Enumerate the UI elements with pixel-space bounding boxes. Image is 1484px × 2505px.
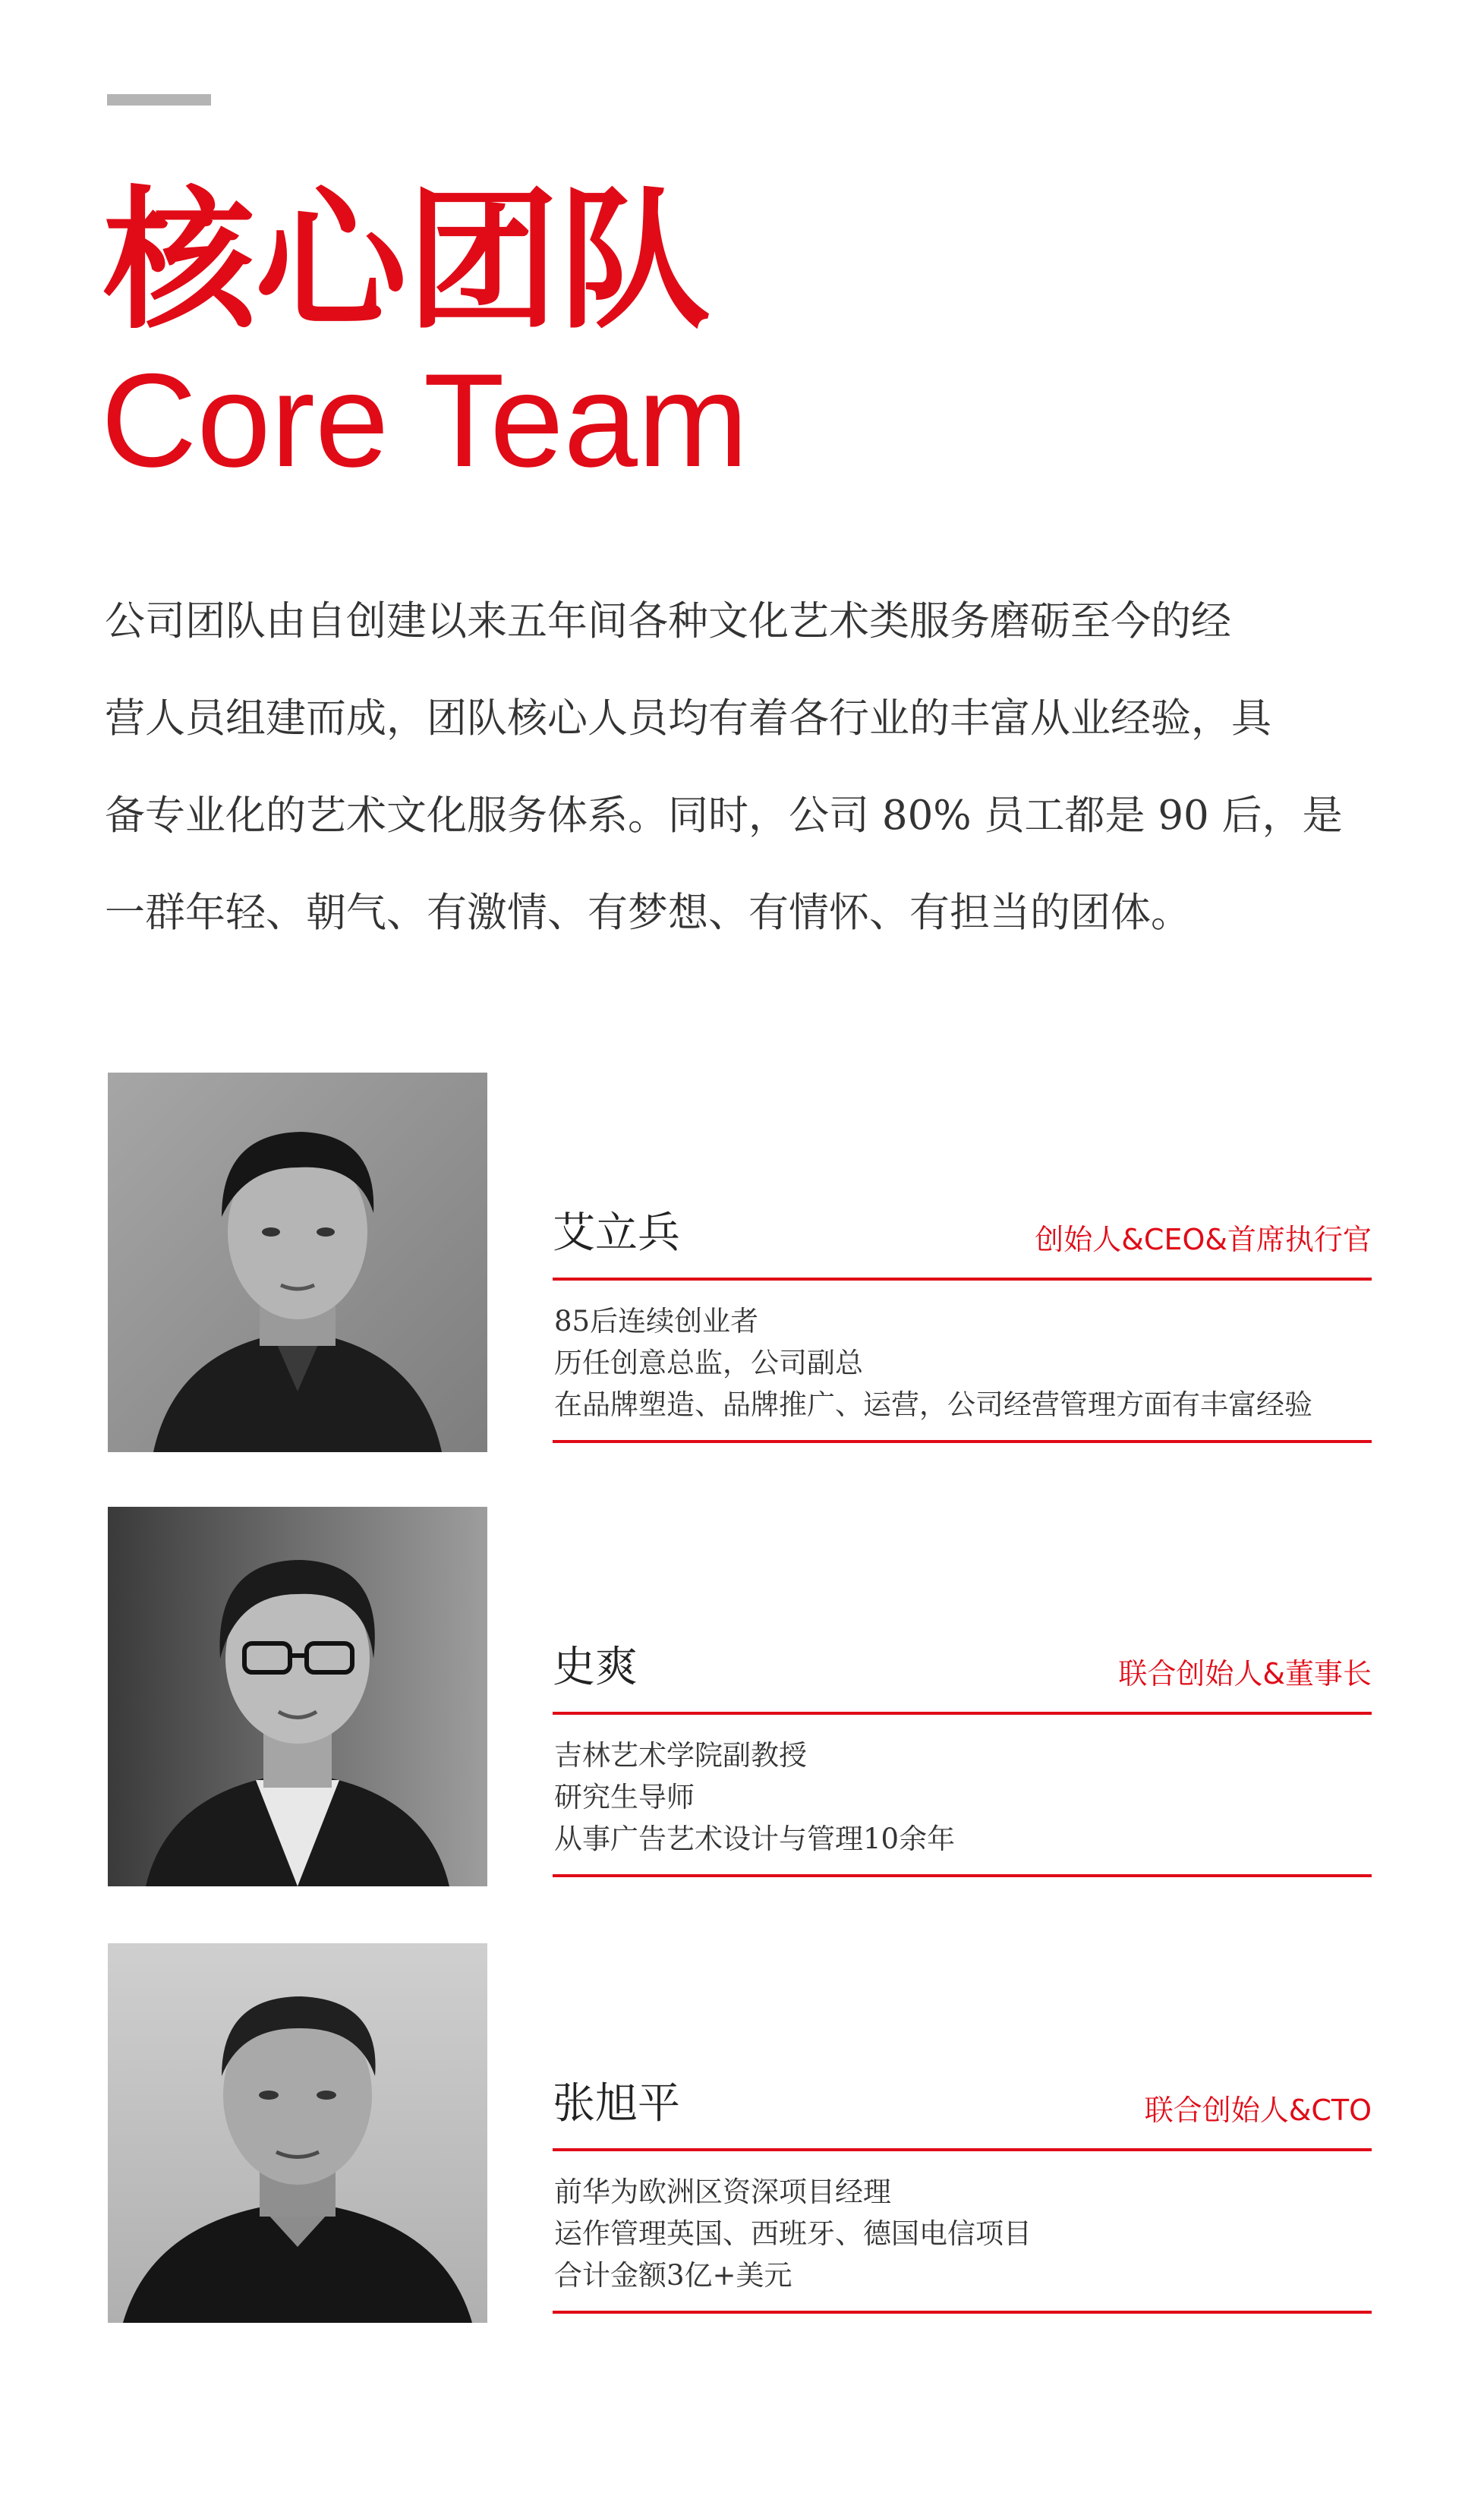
bio-line: 前华为欧洲区资深项目经理 bbox=[554, 2176, 891, 2208]
member-role: 联合创始人&董事长 bbox=[1118, 1657, 1372, 1690]
intro-paragraph bbox=[105, 573, 1388, 962]
divider-line bbox=[553, 1874, 1372, 1877]
member-photo bbox=[108, 1073, 487, 1452]
member-bio bbox=[554, 1300, 1312, 1426]
divider-line bbox=[553, 1440, 1372, 1443]
team-member-card bbox=[0, 1943, 1484, 2323]
bio-line: 研究生导师 bbox=[554, 1781, 695, 1813]
bio-line: 历任创意总监，公司副总 bbox=[554, 1347, 863, 1379]
portrait-placeholder-icon bbox=[108, 1073, 487, 1452]
member-photo bbox=[108, 1943, 487, 2323]
bio-line: 运作管理英国、西班牙、德国电信项目 bbox=[554, 2217, 1032, 2250]
member-name: 张旭平 bbox=[553, 2079, 680, 2128]
bio-line: 在品牌塑造、品牌推广、运营，公司经营管理方面有丰富经验 bbox=[554, 1388, 1312, 1421]
member-role: 创始人&CEO&首席执行官 bbox=[1035, 1223, 1372, 1256]
divider-line bbox=[553, 2311, 1372, 2314]
member-name: 艾立兵 bbox=[553, 1208, 680, 1258]
page-title-en: Core Team bbox=[101, 347, 748, 495]
member-role: 联合创始人&CTO bbox=[1144, 2094, 1372, 2127]
bio-line: 85后连续创业者 bbox=[554, 1305, 759, 1338]
portrait-placeholder-icon bbox=[108, 1507, 487, 1886]
intro-line: 一群年轻、朝气、有激情、有梦想、有情怀、有担当的团体。 bbox=[105, 890, 1191, 936]
divider-line bbox=[553, 1712, 1372, 1715]
member-photo bbox=[108, 1507, 487, 1886]
member-bio bbox=[554, 2171, 1032, 2296]
bio-line: 从事广告艺术设计与管理10余年 bbox=[554, 1823, 956, 1855]
team-member-card bbox=[0, 1073, 1484, 1452]
divider-line bbox=[553, 1278, 1372, 1281]
team-member-card bbox=[0, 1507, 1484, 1886]
member-bio bbox=[554, 1735, 955, 1860]
intro-line: 公司团队由自创建以来五年间各种文化艺术类服务磨砺至今的经 bbox=[105, 598, 1231, 644]
member-name: 史爽 bbox=[553, 1643, 638, 1692]
intro-line: 备专业化的艺术文化服务体系。同时，公司 80% 员工都是 90 后，是 bbox=[105, 792, 1343, 839]
portrait-placeholder-icon bbox=[108, 1943, 487, 2323]
intro-line: 营人员组建而成，团队核心人员均有着各行业的丰富从业经验，具 bbox=[105, 695, 1271, 742]
bio-line: 合计金额3亿+美元 bbox=[554, 2259, 792, 2292]
decorative-bar bbox=[107, 94, 211, 106]
divider-line bbox=[553, 2148, 1372, 2151]
page-title-cn: 核心团队 bbox=[103, 173, 711, 350]
bio-line: 吉林艺术学院副教授 bbox=[554, 1739, 807, 1772]
